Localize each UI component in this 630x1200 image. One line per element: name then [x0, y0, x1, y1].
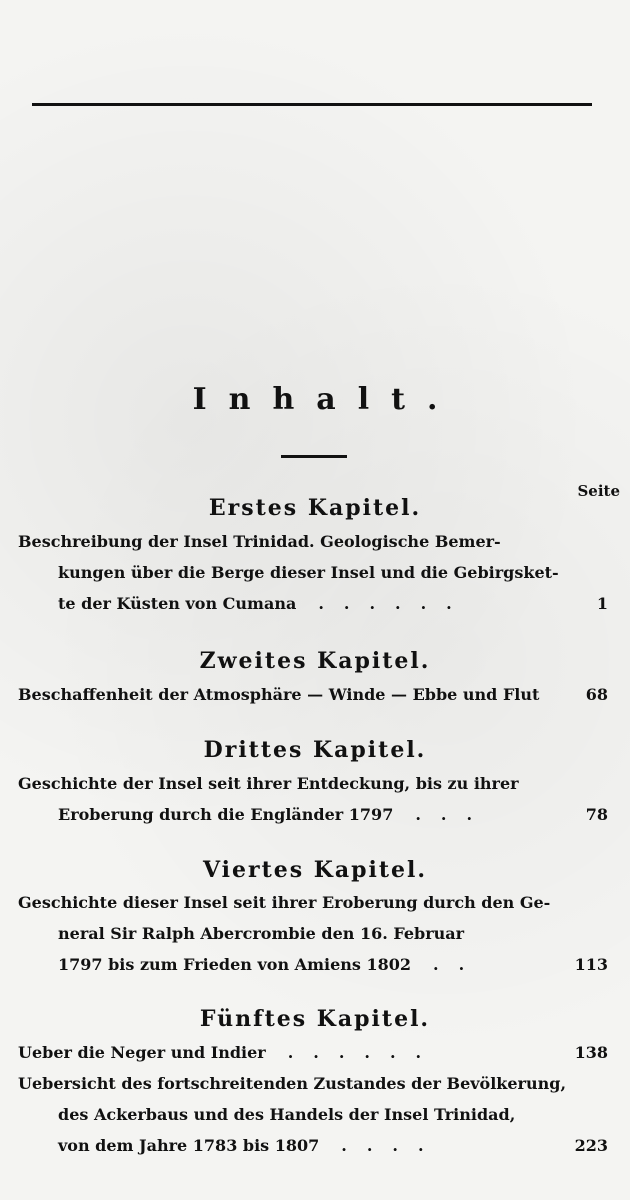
page-title: Inhalt. [192, 382, 460, 417]
toc-entry-4-line-3 [18, 949, 608, 980]
toc-entry-1-line-2: kungen über die Berge dieser Insel und die Gebirgsket- [58, 563, 559, 582]
toc-entry-6-line-2: des Ackerbaus und des Handels der Insel Trinidad, [58, 1105, 516, 1124]
chapter-heading-4: Viertes Kapitel. [202, 857, 428, 883]
toc-entry-6-line-3-text: von dem Jahre 1783 bis 1807 [58, 1136, 320, 1155]
toc-entry-1[interactable] [18, 526, 608, 619]
chapter-heading-1: Erstes Kapitel. [208, 495, 422, 521]
toc-entry-4-line-2: neral Sir Ralph Abercrombie den 16. Februar [58, 924, 465, 943]
top-rule [32, 103, 592, 106]
toc-entry-3-line-1: Geschichte der Insel seit ihrer Entdeckung, bis zu ihrer [18, 774, 519, 793]
toc-entry-1-line-3 [18, 588, 608, 619]
toc-entry-2-line-1 [18, 679, 608, 710]
page-column-label: Seite [577, 482, 620, 500]
toc-entry-6[interactable] [18, 1068, 608, 1161]
title-rule [281, 455, 347, 458]
page-number: 138 [574, 1043, 608, 1062]
toc-entry-6-line-1: Uebersicht des fortschreitenden Zustandes der Bevölkerung, [18, 1074, 567, 1093]
page-number: 223 [574, 1136, 608, 1155]
leader-dots: .... [341, 1136, 444, 1155]
toc-entry-4-line-1: Geschichte dieser Insel seit ihrer Eroberung durch den Ge- [18, 893, 551, 912]
chapter-heading-3: Drittes Kapitel. [203, 737, 427, 763]
toc-entry-1-line-1: Beschreibung der Insel Trinidad. Geologische Bemer- [18, 532, 501, 551]
toc-entry-1-line-3-text: te der Küsten von Cumana [58, 594, 297, 613]
page-number: 1 [596, 594, 608, 613]
leader-dots: ...... [318, 594, 472, 613]
toc-entry-5[interactable] [18, 1037, 608, 1068]
toc-entry-6-line-3 [18, 1130, 608, 1161]
leader-dots: ...... [287, 1043, 442, 1062]
toc-entry-4-line-3-text: 1797 bis zum Frieden von Amiens 1802 [58, 955, 412, 974]
toc-entry-3-line-2-text: Eroberung durch die Engländer 1797 [58, 805, 394, 824]
toc-entry-5-line-1-text: Ueber die Neger und Indier [18, 1043, 266, 1062]
toc-entry-2[interactable] [18, 679, 608, 710]
chapter-heading-5: Fünftes Kapitel. [199, 1006, 431, 1032]
page-number: 68 [585, 685, 608, 704]
chapter-heading-2: Zweites Kapitel. [199, 648, 431, 674]
leader-dots: .. [433, 955, 485, 974]
page-number: 113 [574, 955, 608, 974]
toc-entry-5-line-1 [18, 1037, 608, 1068]
leader-dots: ... [415, 805, 493, 824]
toc-entry-2-line-1-text: Beschaffenheit der Atmosphäre — Winde — Ebbe und Flut [18, 685, 540, 704]
toc-entry-3-line-2 [18, 799, 608, 830]
toc-entry-3[interactable] [18, 768, 608, 830]
page-number: 78 [585, 805, 608, 824]
toc-entry-4[interactable] [18, 887, 608, 980]
